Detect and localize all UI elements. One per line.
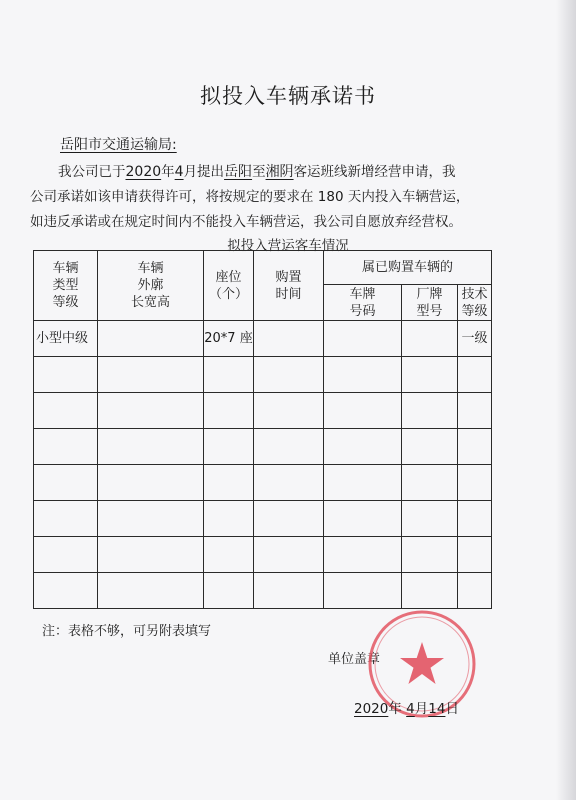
- cell-tech-grade: [458, 429, 492, 465]
- date-day-suffix: 日: [445, 701, 459, 717]
- year-suffix: 年: [161, 164, 175, 180]
- cell-tech-grade: 一级: [458, 321, 492, 357]
- cell-outline: [98, 465, 204, 501]
- table-row: [34, 573, 492, 609]
- vehicle-table: [33, 250, 492, 609]
- table-row: [34, 429, 492, 465]
- cell-type: [34, 501, 98, 537]
- cell-purchase-time: [254, 357, 324, 393]
- cell-type: [34, 573, 98, 609]
- table-note: 注：表格不够，可另附表填写: [42, 624, 212, 639]
- cell-model: [402, 573, 458, 609]
- month-suffix: 月提出: [183, 164, 225, 180]
- cell-plate: [324, 537, 402, 573]
- cell-seats: [204, 429, 254, 465]
- header-seats: 座位 （个）: [204, 251, 254, 321]
- signing-date: [354, 697, 459, 717]
- cell-plate: [324, 429, 402, 465]
- cell-plate: [324, 393, 402, 429]
- date-year-suffix: 年: [388, 701, 402, 717]
- date-month-suffix: 月: [414, 701, 429, 717]
- table-caption: 拟投入营运客车情况: [227, 238, 349, 254]
- table-row: [34, 321, 492, 357]
- cell-tech-grade: [458, 357, 492, 393]
- cell-purchase-time: [254, 465, 324, 501]
- cell-plate: [324, 573, 402, 609]
- table-row: [34, 501, 492, 537]
- header-model: 厂牌 型号: [402, 285, 458, 321]
- cell-type: [34, 465, 98, 501]
- cell-seats: [204, 537, 254, 573]
- header-tech-grade: 技术 等级: [458, 285, 492, 321]
- addressee: 岳阳市交通运输局:: [60, 137, 177, 153]
- cell-plate: [324, 501, 402, 537]
- header-plate-number: 车牌 号码: [324, 285, 402, 321]
- cell-outline: [98, 573, 204, 609]
- cell-plate: [324, 465, 402, 501]
- cell-model: [402, 429, 458, 465]
- cell-purchase-time: [254, 429, 324, 465]
- cell-seats: 20*7 座: [204, 321, 254, 357]
- cell-outline: [98, 429, 204, 465]
- cell-outline: [98, 321, 204, 357]
- cell-seats: [204, 357, 254, 393]
- table-row: [34, 393, 492, 429]
- header-vehicle-outline: 车辆 外廓 长宽高: [98, 251, 204, 321]
- application-month: 4: [174, 164, 184, 180]
- cell-purchase-time: [254, 321, 324, 357]
- cell-seats: [204, 465, 254, 501]
- cell-model: [402, 501, 458, 537]
- cell-type: 小型中级: [34, 321, 98, 357]
- cell-outline: [98, 393, 204, 429]
- cell-model: [402, 537, 458, 573]
- cell-type: [34, 393, 98, 429]
- cell-seats: [204, 393, 254, 429]
- paragraph-prefix: 我公司已于: [58, 164, 126, 180]
- cell-outline: [98, 357, 204, 393]
- date-year: 2020: [354, 701, 389, 717]
- cell-model: [402, 321, 458, 357]
- application-year: 2020: [125, 164, 162, 180]
- cell-plate: [324, 357, 402, 393]
- cell-tech-grade: [458, 537, 492, 573]
- route-to: 湘阴: [265, 164, 294, 180]
- cell-purchase-time: [254, 537, 324, 573]
- table-row: [34, 357, 492, 393]
- paragraph-line-3: 如违反承诺或在规定时间内不能投入车辆营运，我公司自愿放弃经营权。: [30, 214, 462, 230]
- paragraph-line-2: 公司承诺如该申请获得许可，将按规定的要求在 180 天内投入车辆营运，: [30, 189, 470, 205]
- table-row: [34, 465, 492, 501]
- cell-tech-grade: [458, 465, 492, 501]
- cell-outline: [98, 537, 204, 573]
- cell-type: [34, 429, 98, 465]
- page-edge-shadow: [556, 0, 576, 800]
- cell-plate: [324, 321, 402, 357]
- header-purchase-time: 购置 时间: [254, 251, 324, 321]
- route-to-word: 至: [252, 164, 266, 180]
- cell-seats: [204, 501, 254, 537]
- cell-type: [34, 357, 98, 393]
- cell-tech-grade: [458, 573, 492, 609]
- commitment-paragraph: [30, 160, 530, 235]
- cell-model: [402, 393, 458, 429]
- document-title: 拟投入车辆承诺书: [200, 84, 376, 108]
- date-day: 14: [428, 701, 446, 717]
- table-row: [34, 537, 492, 573]
- cell-purchase-time: [254, 501, 324, 537]
- cell-model: [402, 465, 458, 501]
- line1-tail: 客运班线新增经营申请，我: [293, 164, 456, 180]
- cell-seats: [204, 573, 254, 609]
- unit-seal-label: 单位盖章: [328, 652, 381, 667]
- cell-model: [402, 357, 458, 393]
- paragraph-line-1: [30, 160, 530, 185]
- header-vehicle-type: 车辆 类型 等级: [34, 251, 98, 321]
- date-month: 4: [406, 701, 415, 717]
- cell-tech-grade: [458, 501, 492, 537]
- cell-purchase-time: [254, 393, 324, 429]
- route-from: 岳阳: [224, 164, 253, 180]
- cell-outline: [98, 501, 204, 537]
- header-purchased-group: 属已购置车辆的: [324, 251, 492, 285]
- cell-purchase-time: [254, 573, 324, 609]
- cell-tech-grade: [458, 393, 492, 429]
- cell-type: [34, 537, 98, 573]
